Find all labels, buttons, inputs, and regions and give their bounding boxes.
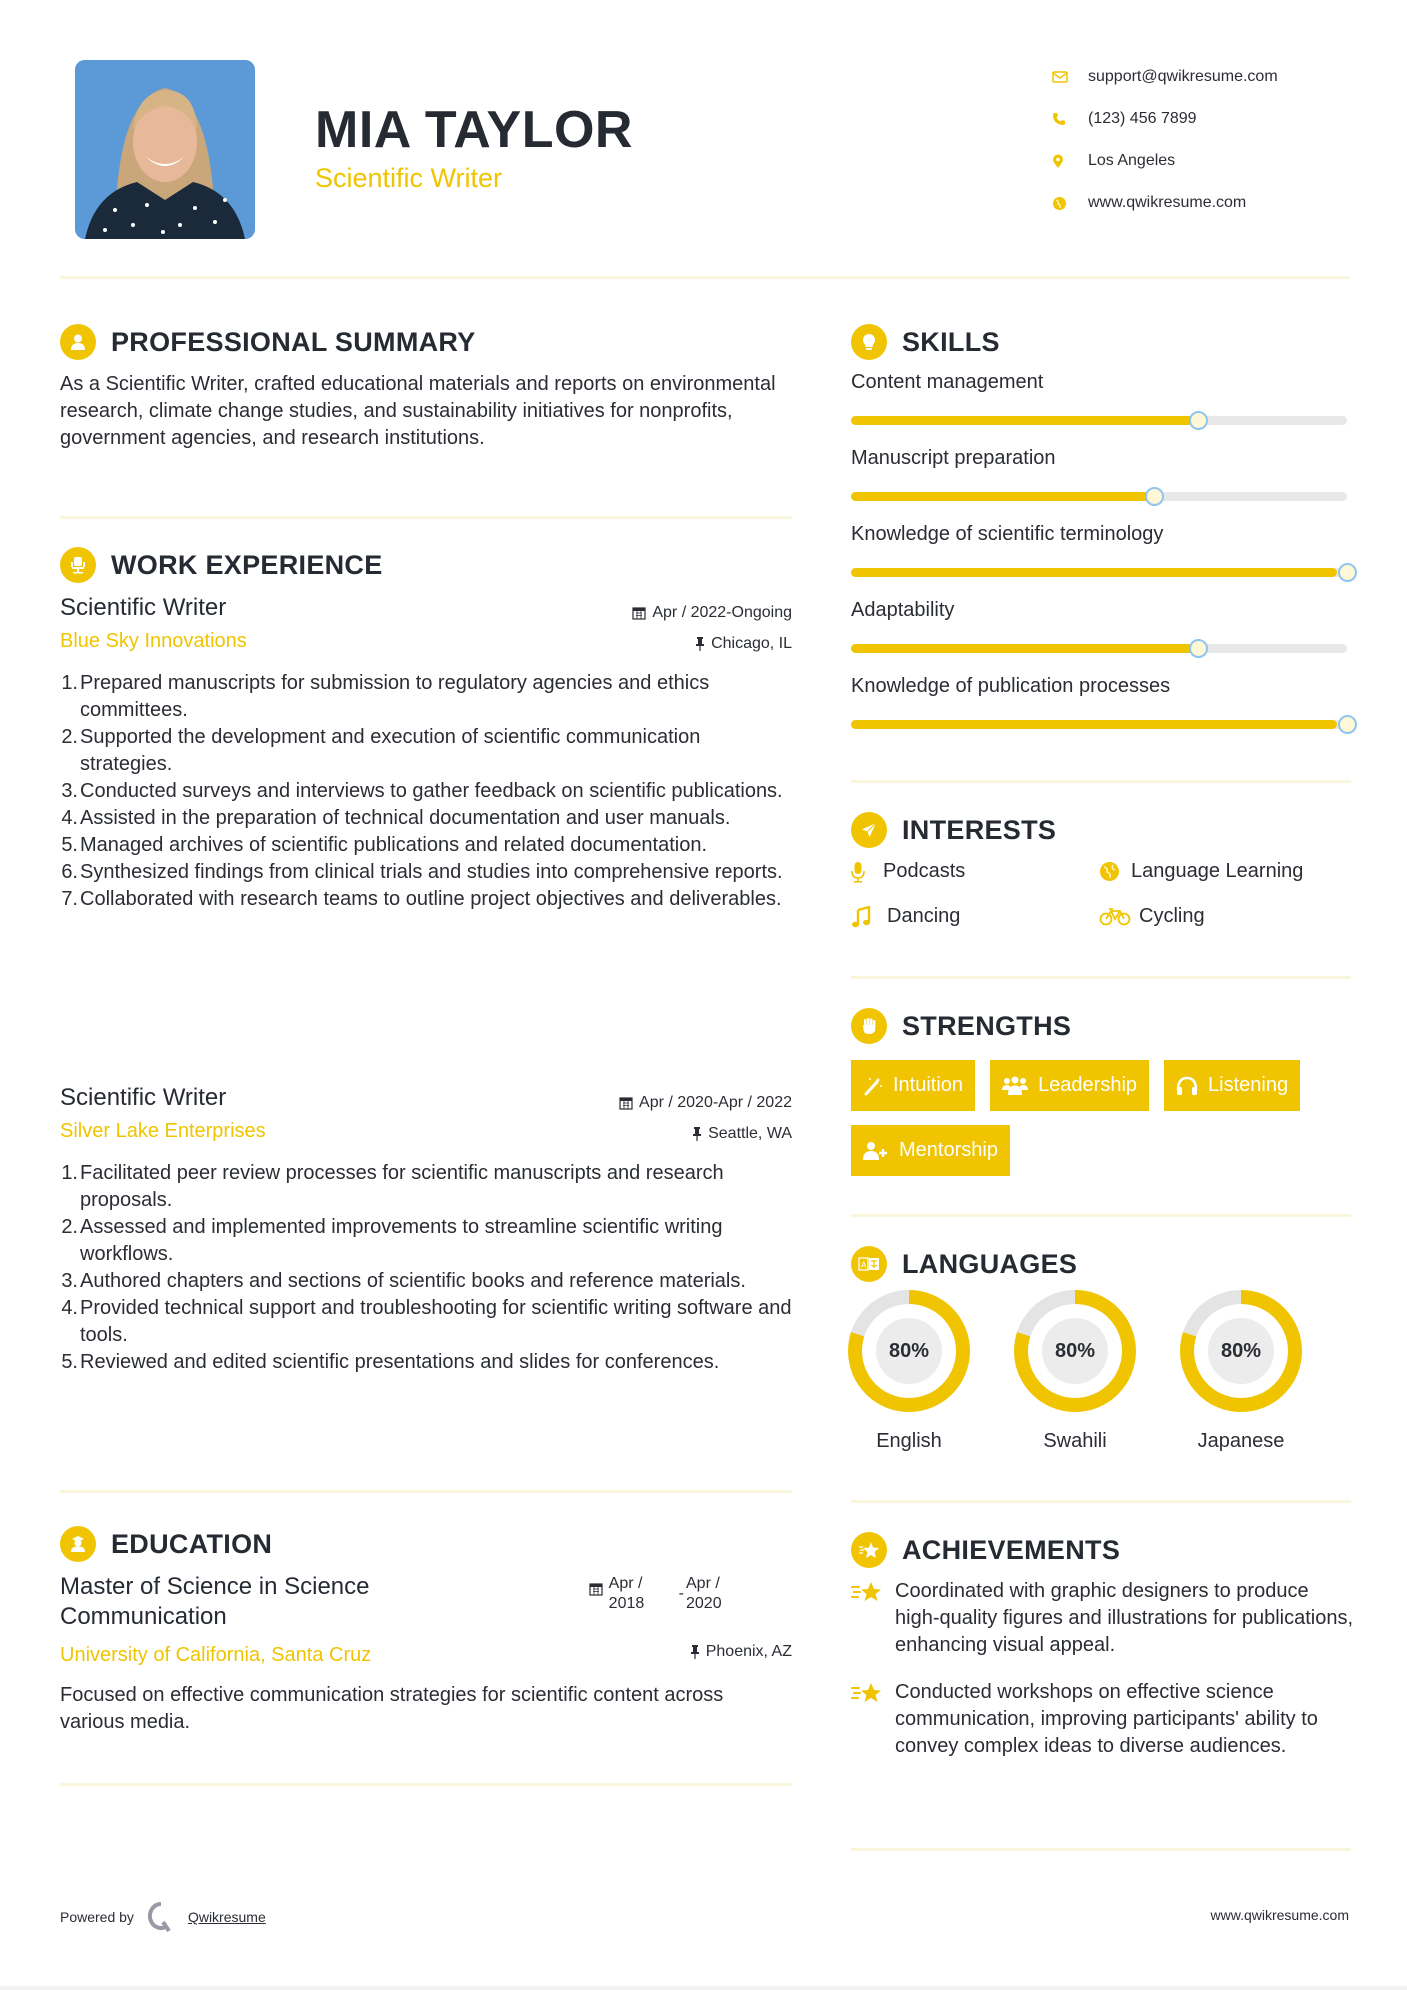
lightbulb-icon <box>851 324 887 360</box>
skill-item: Content management <box>851 371 1351 447</box>
calendar-icon <box>619 1096 633 1110</box>
contact-email-text: support@qwikresume.com <box>1088 68 1278 85</box>
language-progress-ring <box>1014 1290 1136 1412</box>
contact-phone-text: (123) 456 7899 <box>1088 110 1197 127</box>
list-item: 2. Supported the development and execution of scientific communication strategies. <box>61 726 701 775</box>
list-item: 3. Conducted surveys and interviews to gather feedback on scientific publications. <box>61 780 783 802</box>
skills-divider <box>851 780 1351 783</box>
education-divider <box>60 1783 792 1786</box>
skill-knob <box>1338 715 1357 734</box>
page-bottom-edge <box>0 1986 1407 1990</box>
language-percent: 80% <box>1208 1318 1274 1384</box>
job-entry-1 <box>60 594 792 913</box>
skill-item: Adaptability <box>851 599 1351 675</box>
interests-divider <box>851 976 1351 979</box>
job-location-text: Chicago, IL <box>711 635 792 652</box>
experience-title: WORK EXPERIENCE <box>111 549 383 580</box>
globe-icon <box>1099 861 1127 882</box>
contact-location <box>1050 140 1390 182</box>
job-responsibilities <box>60 1160 792 1376</box>
music-note-icon <box>851 906 879 928</box>
star-badge-icon <box>851 1532 887 1568</box>
skill-knob <box>1338 563 1357 582</box>
contact-location-text: Los Angeles <box>1088 152 1176 169</box>
map-pin-icon <box>1050 154 1088 169</box>
language-name: Swahili <box>1043 1430 1107 1452</box>
education-heading <box>60 1526 272 1562</box>
language-percent: 80% <box>1042 1318 1108 1384</box>
education-title: EDUCATION <box>111 1528 273 1559</box>
job-location <box>695 635 792 653</box>
strength-tag: Mentorship <box>851 1125 1010 1176</box>
language-item <box>1014 1290 1180 1453</box>
headphones-icon <box>1176 1076 1198 1096</box>
achievements-heading <box>851 1532 1120 1568</box>
contact-website[interactable] <box>1050 182 1390 224</box>
translate-icon <box>851 1246 887 1282</box>
experience-heading <box>60 547 383 583</box>
summary-text: As a Scientific Writer, crafted educational materials and reports on environmental research, climate change studies, and sustainability initiatives for nonprofits, government agencies, and research institutions. <box>60 373 776 449</box>
graduate-icon <box>60 1526 96 1562</box>
strength-tag: Intuition <box>851 1060 975 1111</box>
language-percent: 80% <box>876 1318 942 1384</box>
language-item <box>1180 1290 1346 1453</box>
language-progress-ring <box>1180 1290 1302 1412</box>
qwikresume-link[interactable]: Qwikresume <box>187 1909 266 1925</box>
languages-heading <box>851 1246 1077 1282</box>
interest-item: Podcasts <box>851 858 1099 885</box>
achievements-list <box>851 1578 1356 1780</box>
interest-item: Cycling <box>1099 903 1351 930</box>
list-item: 5. Managed archives of scientific publications and related documentation. <box>61 834 708 856</box>
contact-email[interactable] <box>1050 56 1390 98</box>
footer-website[interactable]: www.qwikresume.com <box>1210 1907 1349 1923</box>
list-item: 3. Authored chapters and sections of scientific books and reference materials. <box>61 1270 746 1292</box>
skill-bar <box>851 416 1347 425</box>
shooting-star-icon <box>851 1679 895 1760</box>
languages-list <box>848 1290 1346 1453</box>
school-name: University of California, Santa Cruz <box>60 1644 372 1666</box>
candidate-name: MIA TAYLOR <box>315 101 633 159</box>
achievements-title: ACHIEVEMENTS <box>902 1534 1121 1565</box>
list-item: 1. Facilitated peer review processes for scientific manuscripts and research proposals. <box>61 1162 724 1211</box>
phone-icon <box>1050 112 1088 126</box>
list-item: 5. Reviewed and edited scientific presentations and slides for conferences. <box>61 1351 720 1373</box>
job-location <box>692 1125 792 1143</box>
skill-item: Manuscript preparation <box>851 447 1351 523</box>
strength-tag: Listening <box>1164 1060 1300 1111</box>
user-icon <box>60 324 96 360</box>
svg-text:A: A <box>861 1260 867 1270</box>
achievement-item: Conducted workshops on effective science communication, improving participants' ability to convey complex ideas to diverse audiences. <box>851 1679 1356 1760</box>
job-location-text: Seattle, WA <box>708 1125 792 1142</box>
summary-title: PROFESSIONAL SUMMARY <box>111 326 476 357</box>
language-progress-ring <box>848 1290 970 1412</box>
language-item <box>848 1290 1014 1453</box>
skill-knob <box>1189 411 1208 430</box>
users-icon <box>1002 1076 1028 1096</box>
interests-heading <box>851 812 1056 848</box>
job-dates <box>632 604 792 622</box>
microphone-icon <box>851 861 879 883</box>
profile-photo <box>75 60 255 239</box>
shooting-star-icon <box>851 1578 895 1659</box>
job-company: Silver Lake Enterprises <box>60 1120 266 1142</box>
job-responsibilities <box>60 670 792 913</box>
skill-item: Knowledge of scientific terminology <box>851 523 1351 599</box>
achievement-item: Coordinated with graphic designers to produce high-quality figures and illustrations for publications, enhancing visual appeal. <box>851 1578 1356 1659</box>
languages-divider <box>851 1500 1351 1503</box>
interest-item: Dancing <box>851 903 1099 930</box>
strengths-title: STRENGTHS <box>902 1010 1072 1041</box>
office-chair-icon <box>60 547 96 583</box>
powered-by-label: Powered by <box>60 1909 134 1925</box>
interests-title: INTERESTS <box>902 814 1057 845</box>
education-entry <box>60 1572 792 1736</box>
job-dates-text: Apr / 2020-Apr / 2022 <box>639 1094 792 1111</box>
portrait-image <box>75 60 255 239</box>
job-title: Scientific Writer <box>60 1084 227 1111</box>
strengths-list <box>851 1060 1351 1176</box>
list-item: 4. Assisted in the preparation of technical documentation and user manuals. <box>61 807 731 829</box>
candidate-title: Scientific Writer <box>315 163 503 193</box>
skills-heading <box>851 324 1000 360</box>
paper-plane-icon <box>851 812 887 848</box>
job-entry-2 <box>60 1084 792 1376</box>
pushpin-icon <box>690 1645 700 1659</box>
summary-divider <box>60 516 792 519</box>
user-plus-icon <box>863 1141 889 1161</box>
education-start: Apr / 2018 <box>608 1575 645 1612</box>
degree-title: Master of Science in Science Communication <box>60 1573 370 1630</box>
skill-knob <box>1189 639 1208 658</box>
contact-list <box>1050 56 1390 224</box>
fist-icon <box>851 1008 887 1044</box>
bicycle-icon <box>1099 908 1135 926</box>
education-location <box>690 1643 792 1661</box>
strengths-heading <box>851 1008 1071 1044</box>
strengths-divider <box>851 1214 1351 1217</box>
education-end: Apr / 2020 <box>686 1575 722 1612</box>
experience-divider <box>60 1490 792 1493</box>
header-divider <box>60 276 1350 279</box>
skill-bar <box>851 720 1347 729</box>
list-item: 4. Provided technical support and troubleshooting for scientific writing software and tools. <box>61 1297 792 1346</box>
qwikresume-logo-icon <box>148 1902 174 1932</box>
skill-bar <box>851 492 1347 501</box>
pushpin-icon <box>692 1127 702 1141</box>
skills-list <box>851 371 1351 751</box>
job-dates <box>619 1094 792 1112</box>
list-item: 7. Collaborated with research teams to outline project objectives and deliverables. <box>61 888 782 910</box>
education-dates <box>589 1574 756 1614</box>
calendar-icon <box>632 606 646 620</box>
calendar-icon <box>589 1574 603 1614</box>
pushpin-icon <box>695 637 705 651</box>
contact-phone[interactable] <box>1050 98 1390 140</box>
languages-title: LANGUAGES <box>902 1248 1078 1279</box>
education-location-text: Phoenix, AZ <box>705 1643 792 1660</box>
skills-title: SKILLS <box>902 326 1000 357</box>
date-separator: - <box>678 1585 684 1602</box>
job-title: Scientific Writer <box>60 594 227 621</box>
skill-knob <box>1145 487 1164 506</box>
interests-list <box>851 858 1351 930</box>
footer-powered-by <box>60 1902 266 1932</box>
summary-heading <box>60 324 476 360</box>
list-item: 6. Synthesized findings from clinical trials and studies into comprehensive reports. <box>61 861 783 883</box>
job-dates-text: Apr / 2022-Ongoing <box>652 604 792 621</box>
strength-tag: Leadership <box>990 1060 1149 1111</box>
language-name: English <box>876 1430 942 1452</box>
achievements-divider <box>851 1848 1351 1851</box>
envelope-icon <box>1050 71 1088 83</box>
job-company: Blue Sky Innovations <box>60 630 247 652</box>
skill-bar <box>851 568 1347 577</box>
skill-bar <box>851 644 1347 653</box>
interest-item: Language Learning <box>1099 858 1351 885</box>
magic-wand-icon <box>863 1076 883 1096</box>
globe-icon <box>1050 196 1088 211</box>
list-item: 1. Prepared manuscripts for submission to regulatory agencies and ethics committees. <box>61 672 710 721</box>
skill-item: Knowledge of publication processes <box>851 675 1351 751</box>
education-description: Focused on effective communication strategies for scientific content across various media. <box>60 1684 724 1733</box>
contact-website-text: www.qwikresume.com <box>1088 194 1247 211</box>
list-item: 2. Assessed and implemented improvements to streamline scientific writing workflows. <box>61 1216 723 1265</box>
language-name: Japanese <box>1197 1430 1285 1452</box>
